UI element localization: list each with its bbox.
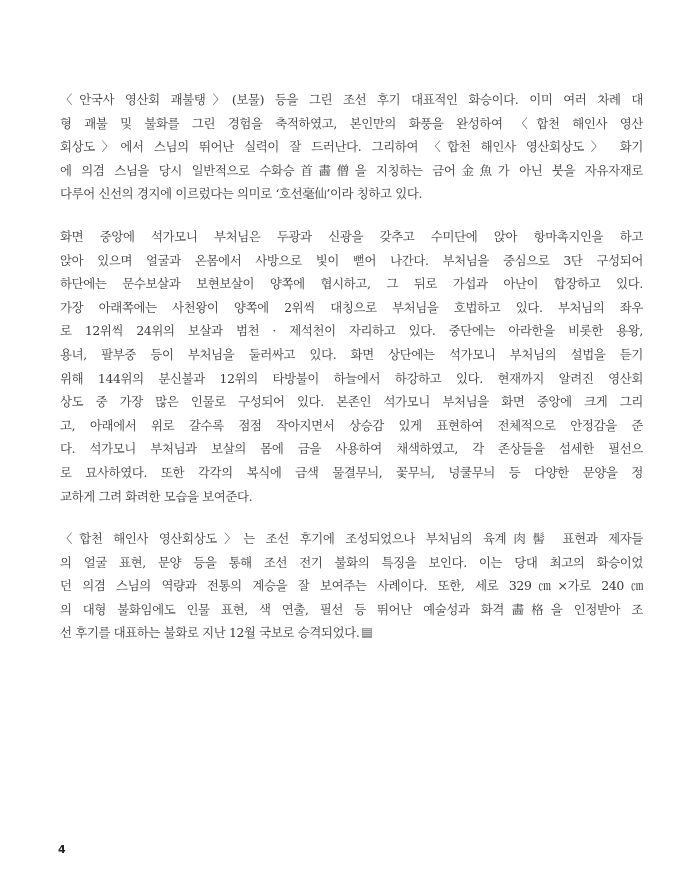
text-line: 고, 아래에서 위로 갈수록 점점 작아지면서 상승감 있게 표현하여 전체적으로 안정감을 준 xyxy=(60,417,643,433)
text-line: 교하게 그려 화려한 모습을 보여준다. xyxy=(60,488,253,504)
final-line-text: 선 후기를 대표하는 불화로 지난 12월 국보로 승격되었다. xyxy=(60,625,360,641)
article-body xyxy=(60,88,643,645)
text-line: 화면 중앙에 석가모니 부처님은 두광과 신광을 갖추고 수미단에 앉아 항마촉지인을 하고 xyxy=(60,228,643,244)
paragraph-painting-description xyxy=(60,225,643,508)
text-line: 에 의겸 스님을 당시 일반적으로 수화승首畵僧을 지칭하는 금어金魚가 아닌 붓을 자유자재로 xyxy=(60,162,643,178)
text-line: 다. 석가모니 부처님과 보살의 몸에 금을 사용하여 채색하였고, 각 존상들을 섬세한 필선으 xyxy=(60,441,643,457)
text-line: 형 괘불 및 불화를 그린 경험을 축적하였고, 본인만의 화풍을 완성하여 〈합천 해인사 영산 xyxy=(60,115,643,131)
text-line: 의 대형 불화임에도 인물 표현, 색 연출, 필선 등 뛰어난 예술성과 화격畵格을 인정받아 조 xyxy=(60,601,643,617)
text-line: 의 얼굴 표현, 문양 등을 통해 조선 전기 불화의 특징을 보인다. 이는 당대 최고의 화승이었 xyxy=(60,554,643,570)
page-number: 4 xyxy=(58,843,66,856)
text-line: 앉아 있으며 얼굴과 온몸에서 사방으로 빛이 뻗어 나간다. 부처님을 중심으로 3단 구성되어 xyxy=(60,252,643,268)
text-line: 다루어 신선의 경지에 이르렀다는 의미로 ‘호선毫仙’이라 칭하고 있다. xyxy=(60,186,423,202)
text-line: 용녀, 팔부중 등이 부처님을 둘러싸고 있다. 화면 상단에는 석가모니 부처님의 설법을 듣기 xyxy=(60,346,643,362)
text-line: 로 묘사하였다. 또한 각각의 복식에 금색 물결무늬, 꽃무늬, 넝쿨무늬 등 다양한 문양을 정 xyxy=(60,464,643,480)
text-line: 던 의겸 스님의 역량과 전통의 계승을 잘 보여주는 사례이다. 또한, 세로 329㎝×가로 240㎝ xyxy=(60,578,643,594)
article-end-mark-icon xyxy=(362,628,372,638)
final-text-line xyxy=(60,621,643,645)
text-line: 위해 144위의 분신불과 12위의 타방불이 하늘에서 하강하고 있다. 현재까지 알려진 영산회 xyxy=(60,370,643,386)
text-line: 회상도〉에서 스님의 뛰어난 실력이 잘 드러난다. 그리하여 〈합천 해인사 영산회상도〉 화기 xyxy=(60,139,643,155)
text-line: 하단에는 문수보살과 보현보살이 양쪽에 협시하고, 그 뒤로 가섭과 아난이 합장하고 있다. xyxy=(60,276,643,292)
paragraph-national-treasure xyxy=(60,527,643,645)
text-line: 상도 중 가장 많은 인물로 구성되어 있다. 본존인 석가모니 부처님을 화면 중앙에 크게 그리 xyxy=(60,394,643,410)
paragraph-painter-introduction xyxy=(60,88,643,206)
text-line: 가장 아래쪽에는 사천왕이 양쪽에 2위씩 대칭으로 부처님을 호법하고 있다. 부처님의 좌우 xyxy=(60,299,643,315)
text-line: 〈안국사 영산회 괘불탱〉(보물) 등을 그린 조선 후기 대표적인 화승이다. 이미 여러 차례 대 xyxy=(60,92,643,107)
text-line: 로 12위씩 24위의 보살과 범천 · 제석천이 자리하고 있다. 중단에는 아라한을 비롯한 용왕, xyxy=(60,323,643,339)
text-line: 〈합천 해인사 영산회상도〉는 조선 후기에 조성되었으나 부처님의 육계肉髻 표현과 제자들 xyxy=(60,531,643,547)
